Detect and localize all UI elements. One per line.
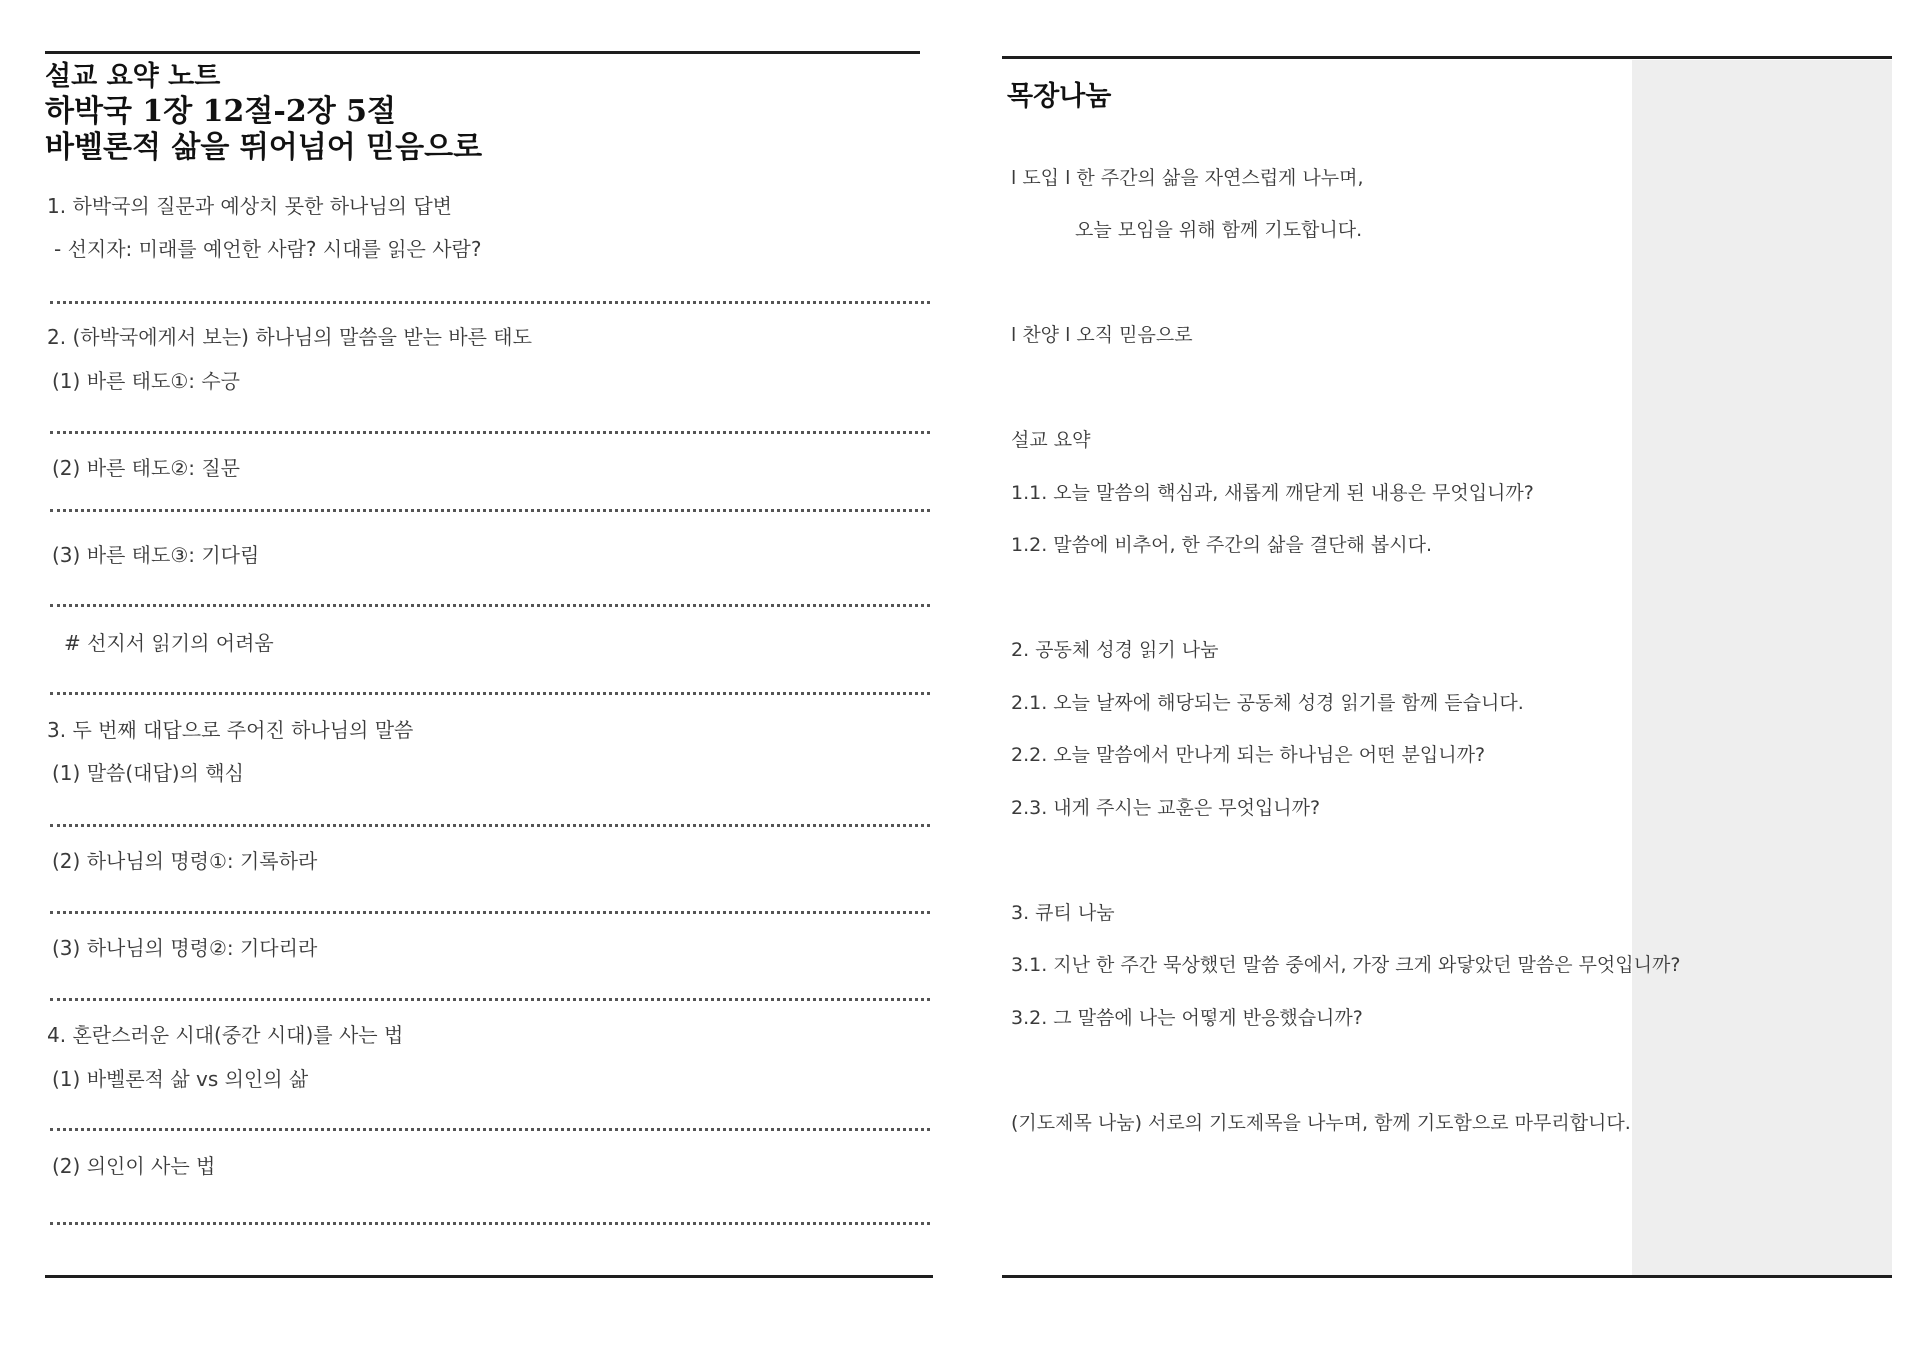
intro-prayer: 오늘 모임을 위해 함께 기도합니다. <box>1075 219 1363 241</box>
outline-item-2-note: # 선지서 읽기의 어려움 <box>64 631 274 655</box>
note-line <box>50 998 930 1001</box>
outline-item-4-2: (2) 의인이 사는 법 <box>52 1154 216 1178</box>
sermon-summary-heading: 설교 요약 <box>1011 429 1091 451</box>
note-line <box>50 692 930 695</box>
question-2-1: 2.1. 오늘 날짜에 해당되는 공동체 성경 읽기를 함께 듣습니다. <box>1011 692 1524 714</box>
left-bottom-rule <box>45 1275 933 1278</box>
outline-item-3-1: (1) 말씀(대답)의 핵심 <box>52 761 244 785</box>
cell-group-title: 목장나눔 <box>1007 81 1112 112</box>
bible-reading-heading: 2. 공동체 성경 읽기 나눔 <box>1011 639 1219 661</box>
outline-item-4-1: (1) 바벨론적 삶 vs 의인의 삶 <box>52 1067 309 1091</box>
right-bottom-rule <box>1002 1275 1892 1278</box>
note-line <box>50 604 930 607</box>
outline-item-1: 1. 하박국의 질문과 예상치 못한 하나님의 답변 <box>47 194 452 218</box>
question-3-1: 3.1. 지난 한 주간 묵상했던 말씀 중에서, 가장 크게 와닿았던 말씀은 무엇입니까? <box>1011 954 1681 976</box>
outline-item-2: 2. (하박국에게서 보는) 하나님의 말씀을 받는 바른 태도 <box>47 325 532 349</box>
sermon-subtitle: 바벨론적 삶을 뛰어넘어 믿음으로 <box>45 130 483 165</box>
intro-item: l 도입 l 한 주간의 삶을 자연스럽게 나누며, <box>1011 167 1364 189</box>
outline-item-3-2: (2) 하나님의 명령①: 기록하라 <box>52 849 318 873</box>
worship-item: l 찬양 l 오직 믿음으로 <box>1011 324 1193 346</box>
left-top-rule <box>45 51 920 54</box>
outline-item-3-3: (3) 하나님의 명령②: 기다리라 <box>52 936 318 960</box>
sermon-header <box>45 60 482 166</box>
outline-item-2-1: (1) 바른 태도①: 수긍 <box>52 369 240 393</box>
note-line <box>50 1222 930 1225</box>
note-line <box>50 824 930 827</box>
question-2-2: 2.2. 오늘 말씀에서 만나게 되는 하나님은 어떤 분입니까? <box>1011 744 1486 766</box>
outline-item-1a: - 선지자: 미래를 예언한 사람? 시대를 읽은 사람? <box>54 237 482 261</box>
note-line <box>50 1128 930 1131</box>
question-2-3: 2.3. 내게 주시는 교훈은 무엇입니까? <box>1011 797 1321 819</box>
note-line <box>50 911 930 914</box>
question-1-1: 1.1. 오늘 말씀의 핵심과, 새롭게 깨닫게 된 내용은 무엇입니까? <box>1011 482 1534 504</box>
outline-item-2-3: (3) 바른 태도③: 기다림 <box>52 543 260 567</box>
prayer-closing: (기도제목 나눔) 서로의 기도제목을 나누며, 함께 기도함으로 마무리합니다. <box>1011 1112 1631 1134</box>
note-line <box>50 431 930 434</box>
outline-item-4: 4. 혼란스러운 시대(중간 시대)를 사는 법 <box>47 1023 404 1047</box>
outline-item-3: 3. 두 번째 대답으로 주어진 하나님의 말씀 <box>47 718 414 742</box>
outline-item-2-2: (2) 바른 태도②: 질문 <box>52 456 240 480</box>
note-title: 설교 요약 노트 <box>45 61 221 92</box>
notes-margin-panel <box>1632 60 1892 1275</box>
qt-heading: 3. 큐티 나눔 <box>1011 902 1115 924</box>
question-3-2: 3.2. 그 말씀에 나는 어떻게 반응했습니까? <box>1011 1007 1363 1029</box>
right-top-rule <box>1002 56 1892 59</box>
scripture-reference: 하박국 1장 12절-2장 5절 <box>45 94 397 129</box>
note-line <box>50 301 930 304</box>
question-1-2: 1.2. 말씀에 비추어, 한 주간의 삶을 결단해 봅시다. <box>1011 534 1432 556</box>
note-line <box>50 509 930 512</box>
